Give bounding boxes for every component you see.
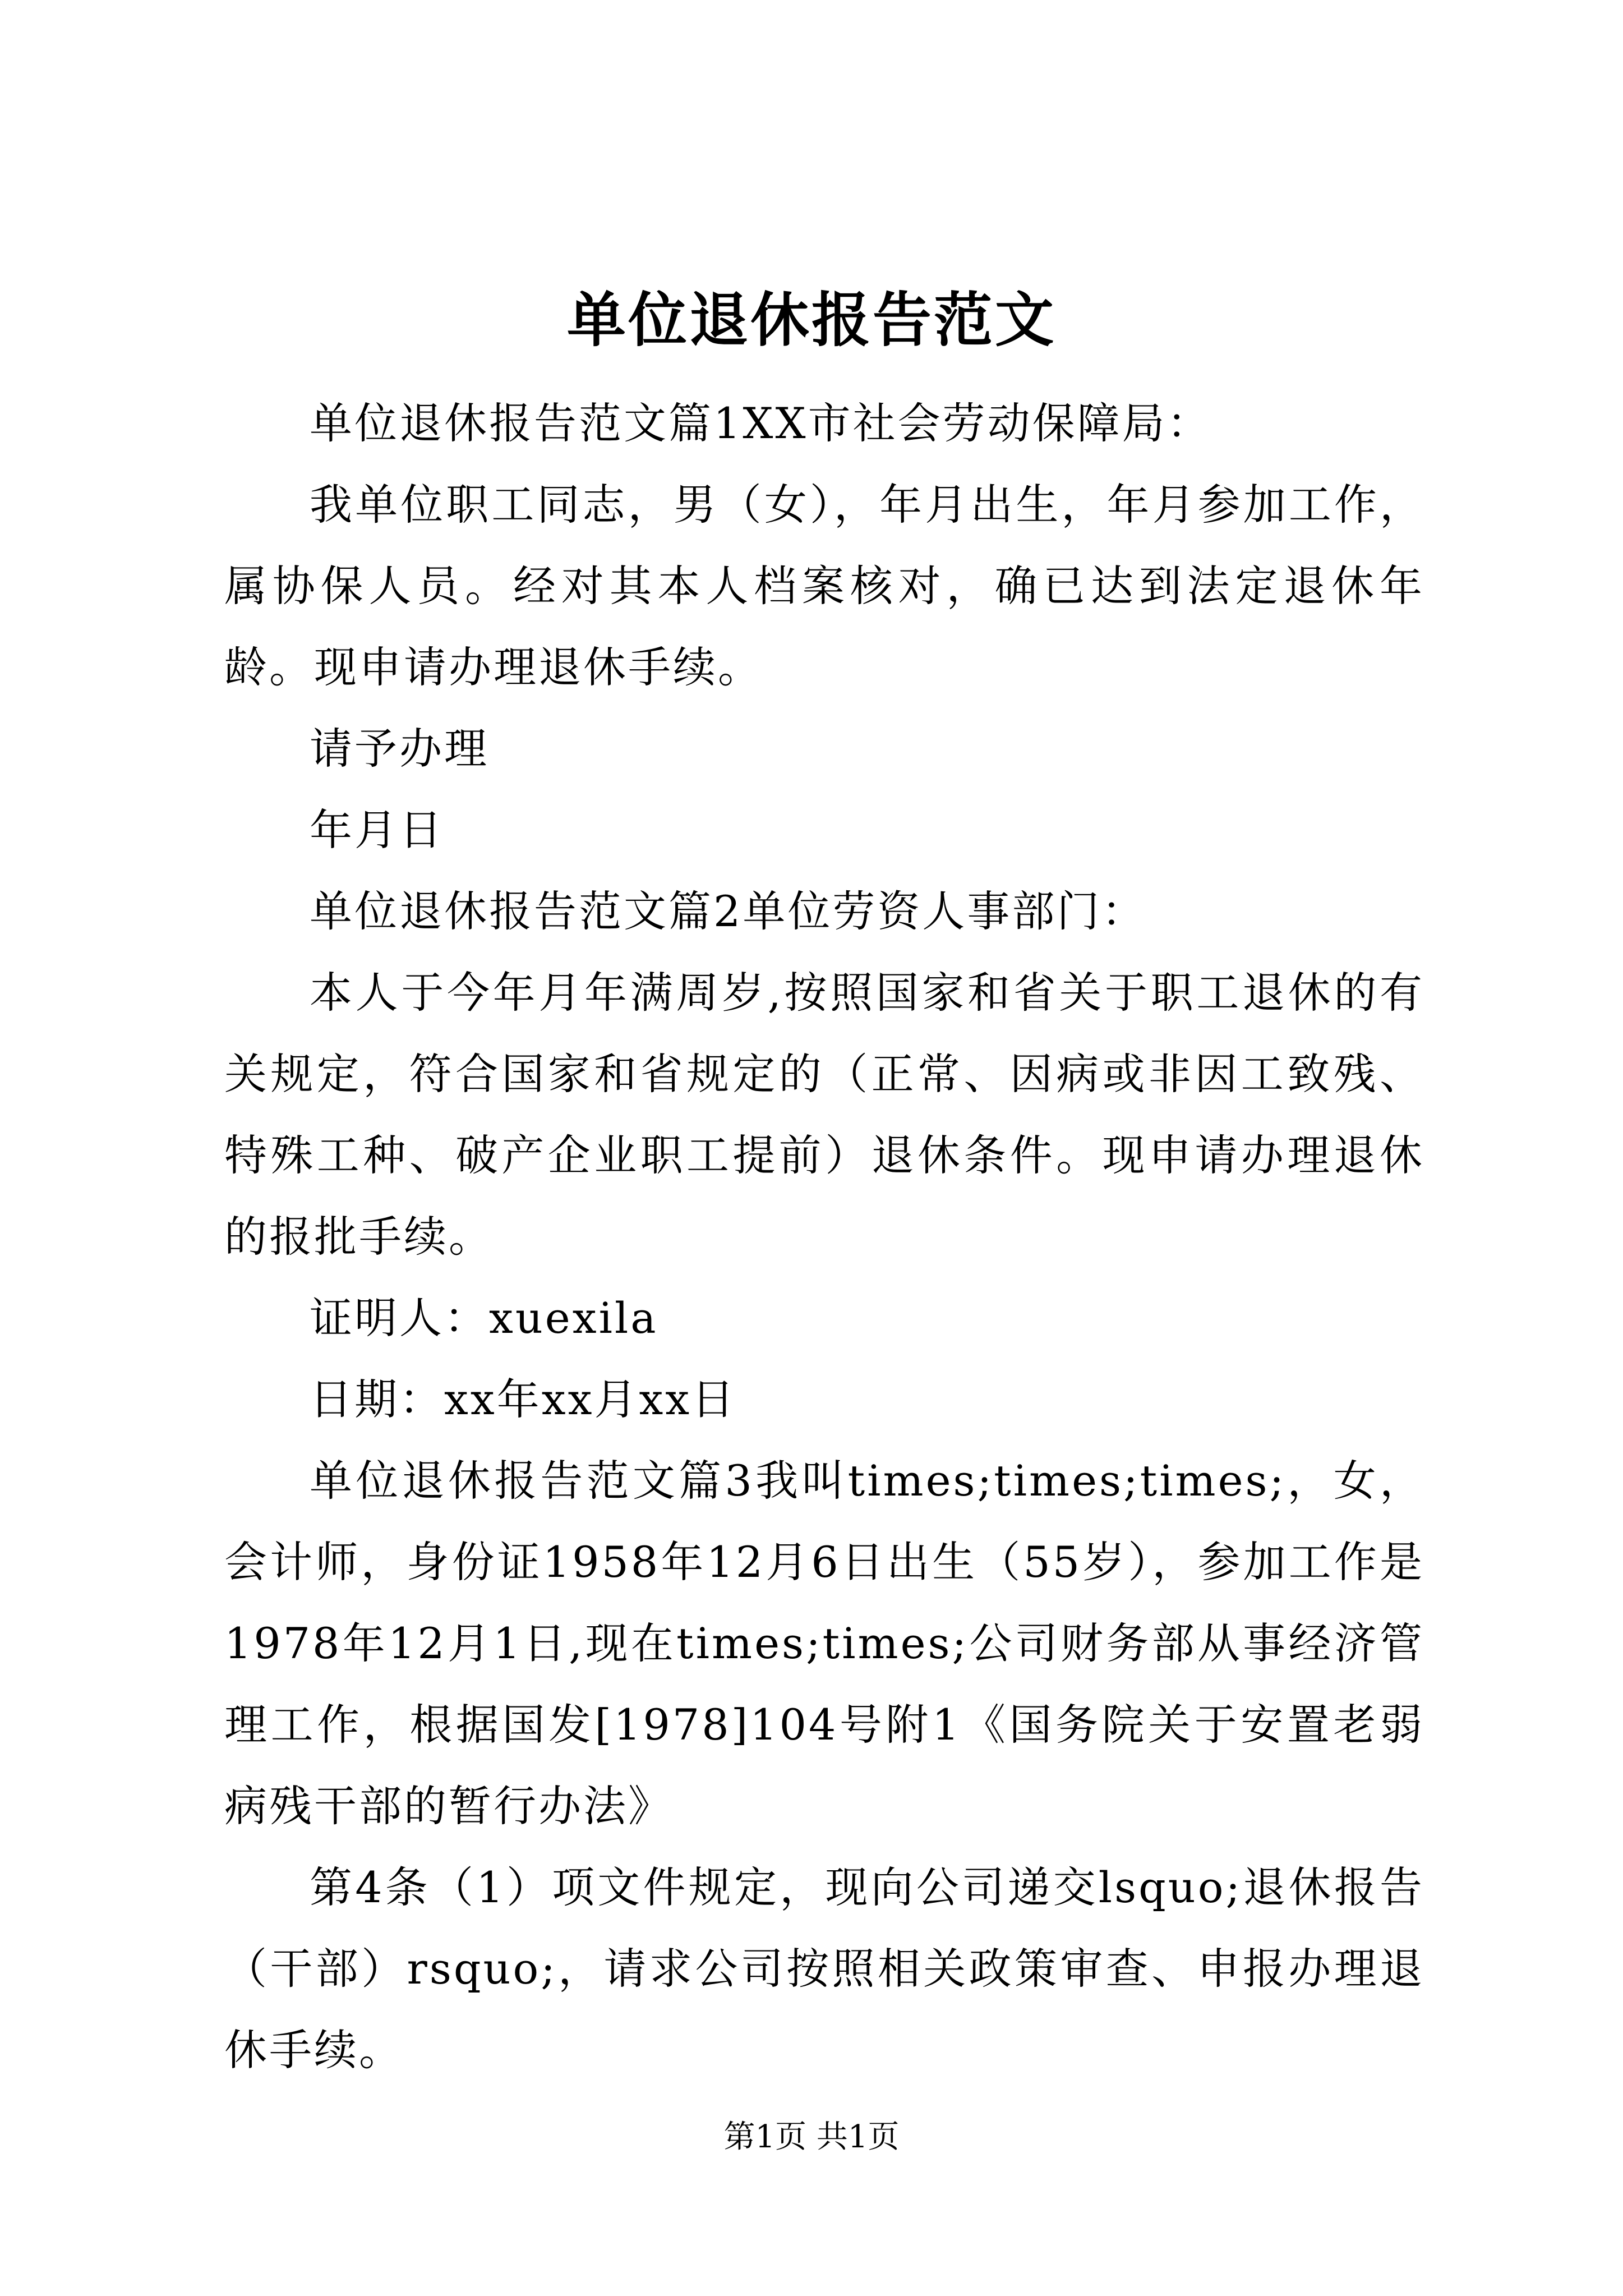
- paragraph-7: 证明人：xuexila: [310, 1293, 658, 1343]
- paragraph-5: 单位退休报告范文篇2单位劳资人事部门：: [310, 886, 1147, 936]
- paragraph-3: 请予办理: [310, 724, 489, 774]
- document-body: [224, 383, 1424, 2091]
- paragraph-4: 年月日: [310, 805, 444, 855]
- page-number-footer: 第1页 共1页: [723, 2119, 900, 2155]
- paragraph-1: 单位退休报告范文篇1XX市社会劳动保障局：: [310, 398, 1212, 448]
- paragraph-10: 第4条（1）项文件规定，现向公司递交lsquo;退休报告（干部）rsquo;，请求公司按照相关政策审查、申报办理退休手续。: [224, 1862, 1424, 2075]
- paragraph-6: 本人于今年月年满周岁,按照国家和省关于职工退休的有关规定，符合国家和省规定的（正常、因病或非因工致残、特殊工种、破产企业职工提前）退休条件。现申请办理退休的报批手续。: [224, 968, 1424, 1262]
- paragraph-9: 单位退休报告范文篇3我叫times;times;times;，女，会计师，身份证1958年12月6日出生（55岁），参加工作是1978年12月1日,现在times;times;公司财务部从事经济管理工作，根据国发[1978]104号附1《国务院关于安置老弱病残干部的暂行办法》: [224, 1456, 1424, 1831]
- paragraph-8: 日期：xx年xx月xx日: [310, 1374, 737, 1424]
- document-title: 单位退休报告范文: [566, 285, 1056, 355]
- paragraph-2: 我单位职工同志，男（女），年月出生，年月参加工作，属协保人员。经对其本人档案核对，确已达到法定退休年龄。现申请办理退休手续。: [224, 480, 1424, 692]
